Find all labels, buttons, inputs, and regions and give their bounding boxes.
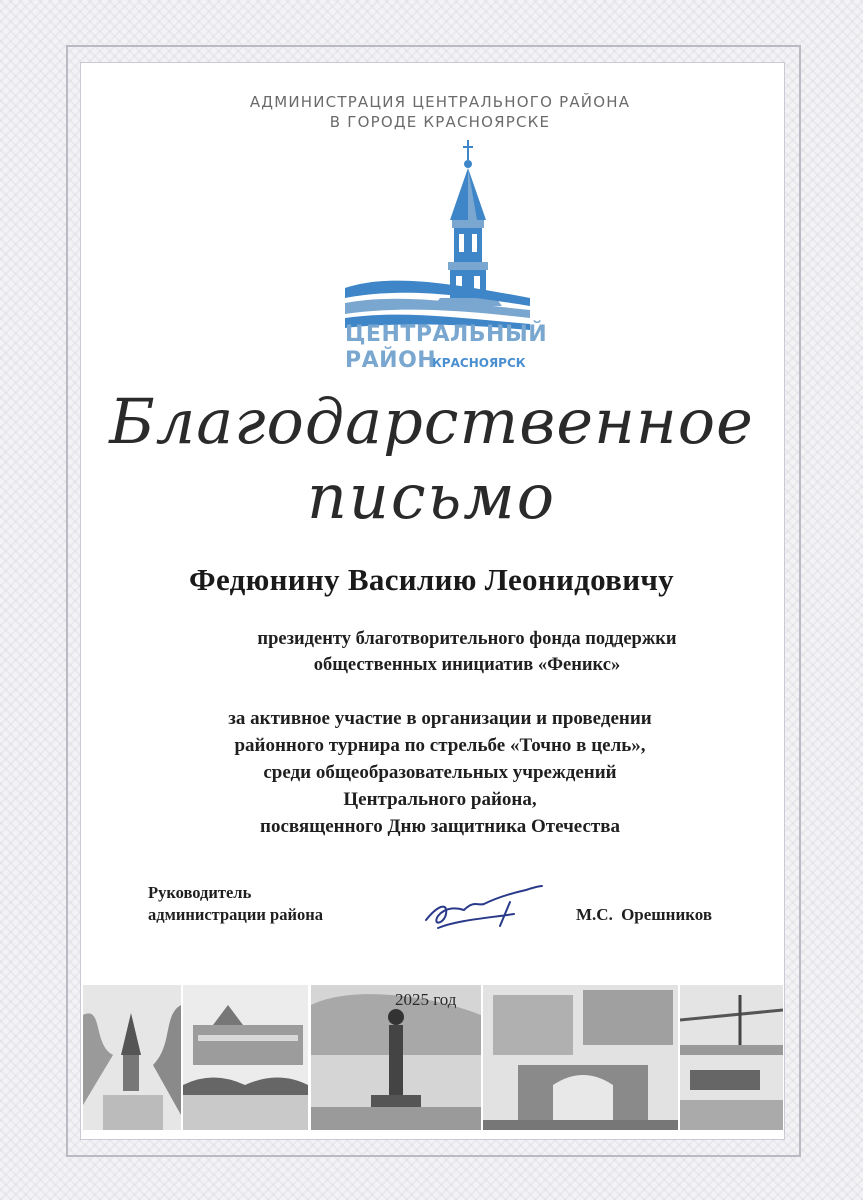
logo-city: КРАСНОЯРСК [432, 356, 526, 370]
reason-line-4: Центрального района, [343, 789, 537, 810]
logo-subtitle: РАЙОН [345, 348, 437, 373]
reason-line-2: районного турнира по стрельбе «Точно в цель», [234, 735, 646, 756]
issuer-line-1: АДМИНИСТРАЦИЯ ЦЕНТРАЛЬНОГО РАЙОНА [249, 93, 631, 111]
signatory-role-line-1: Руководитель [148, 883, 252, 902]
logo-title: ЦЕНТРАЛЬНЫЙ [345, 322, 548, 347]
reason-line-3: среди общеобразовательных учреждений [263, 762, 617, 783]
award-reason [150, 705, 730, 840]
reason-line-5: посвященного Дню защитника Отечества [260, 816, 620, 837]
position-line-2: общественных инициатив «Феникс» [313, 655, 621, 675]
document-title-line-1: Благодарственное [109, 385, 754, 458]
signatory-role-line-2: администрации района [148, 905, 323, 924]
street-gate-photo [483, 985, 678, 1130]
issuer-header [180, 92, 700, 132]
chapel-photo [83, 985, 181, 1130]
position-line-1: президенту благотворительного фонда поддержки [257, 629, 677, 649]
recipient-name: Федюнину Василию Леонидовичу [189, 562, 674, 597]
issue-year: 2025 год [395, 990, 457, 1009]
handwritten-signature [418, 880, 548, 935]
recipient-position [232, 626, 702, 678]
signatory-name: М.С. Орешников [576, 905, 713, 924]
issuer-line-2: В ГОРОДЕ КРАСНОЯРСКЕ [329, 113, 551, 131]
reason-line-1: за активное участие в организации и проведении [228, 708, 652, 729]
bridge-embankment-photo [680, 985, 783, 1130]
building-bridge-photo [183, 985, 308, 1130]
signatory-role [148, 882, 323, 926]
document-title-line-2: письмо [306, 460, 557, 533]
